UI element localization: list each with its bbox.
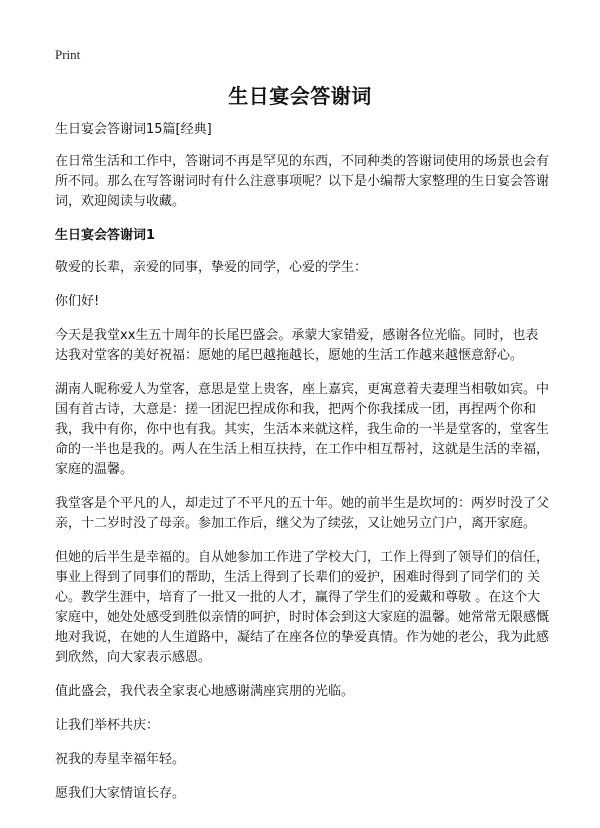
paragraph-wish-1: 祝我的寿星幸福年轻。 (55, 752, 186, 767)
section-heading: 生日宴会答谢词1 (55, 228, 156, 243)
paragraph-today: 今天是我堂xx生五十周年的长尾巴盛会。承蒙大家错爱，感谢各位光临。同时，也表达我对堂客的美好祝福：愿她的尾巴越拖越长，愿她的生活工作越来越惬意舒心。 (55, 328, 539, 363)
document-body (55, 120, 550, 818)
paragraph-toast: 让我们举杯共庆： (55, 718, 160, 733)
page-title: 生日宴会答谢词 (228, 84, 372, 108)
paragraph-hunan: 湖南人昵称爱人为堂客，意思是堂上贵客，座上嘉宾，更寓意着夫妻理当相敬如宾。中国有首古诗，大意是：搓一团泥巴捏成你和我，把两个你我揉成一团，再捏两个你和我，我中有你，你中也有我。其实，生活本来就这样，我生命的一半是堂客的，堂客生命的一半也是我的。两人在生活上相互扶持，在工作中相互帮衬，这就是生活的幸福，家庭的温馨。 (55, 382, 550, 477)
intro-paragraph: 在日常生活和工作中，答谢词不再是罕见的东西，不同种类的答谢词使用的场景也会有所不同。那么在写答谢词时有什么注意事项呢？以下是小编帮大家整理的生日宴会答谢词，欢迎阅读与收藏。 (55, 154, 550, 209)
paragraph-greeting: 敬爱的长辈，亲爱的同事，挚爱的同学，心爱的学生： (55, 260, 368, 275)
document-subtitle: 生日宴会答谢词15篇[经典] (55, 122, 212, 137)
print-link[interactable]: Print (55, 47, 81, 62)
paragraph-first-half: 我堂客是个平凡的人，却走过了不平凡的五十年。她的前半生是坎坷的：两岁时没了父亲，十二岁时没了母亲。参加工作后，继父为了续弦，又让她另立门户，离开家庭。 (55, 496, 550, 531)
paragraph-thanks: 值此盛会，我代表全家衷心地感谢满座宾朋的光临。 (55, 684, 355, 699)
paragraph-wish-2: 愿我们大家情谊长存。 (55, 786, 186, 801)
paragraph-second-half: 但她的后半生是幸福的。自从她参加工作进了学校大门，工作上得到了领导们的信任，事业上得到了同事们的帮助，生活上得到了长辈们的爱护，困难时得到了同学们的 关心。教学生涯中，培育了一批又一批的人才，赢得了学生们的爱戴和尊敬 。在这个大家庭中，她处处感受到胜似亲情的呵护，时时体会到这大家庭的温馨。她常常无限感慨地对我说，在她的人生道路中，凝结了在座各位的挚爱真情。作为她的老公，我为此感到欣然，向大家表示感恩。 (55, 550, 550, 665)
paragraph-hello: 你们好! (55, 294, 100, 309)
